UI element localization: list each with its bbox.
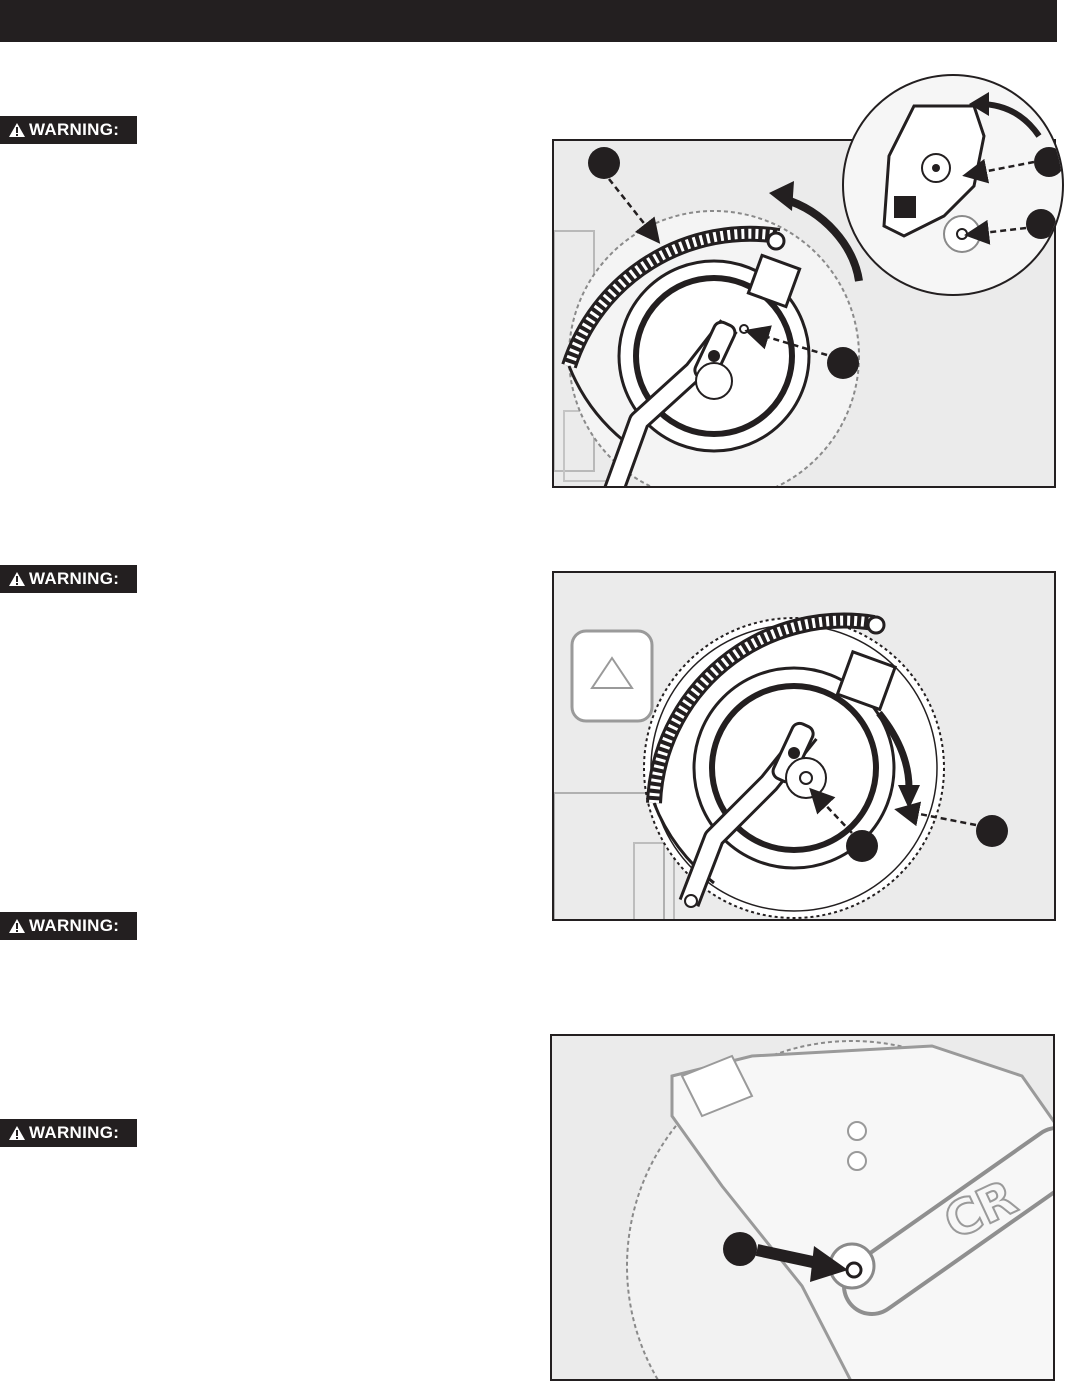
callout-marker [723,1232,757,1266]
arrow-icon [769,181,794,211]
warning-label-1 [0,116,137,144]
saw-blade-illustration [554,573,1056,921]
warning-triangle-icon [8,1125,26,1141]
lock-detail-illustration [844,76,1064,296]
warning-text: WARNING: [29,916,120,935]
callout-marker [1034,147,1064,177]
header-bar [0,0,1057,42]
warning-triangle-icon [8,571,26,587]
saw-blade-illustration [552,1036,1055,1381]
callout-marker [1026,209,1056,239]
figure-detail-inset [842,74,1064,296]
callout-marker [588,147,620,179]
callout-marker [827,347,859,379]
warning-triangle-icon [8,918,26,934]
callout-marker [976,815,1008,847]
warning-text: WARNING: [29,120,120,139]
callout-marker [846,830,878,862]
warning-triangle-icon [8,122,26,138]
warning-text: WARNING: [29,569,120,588]
warning-label-3 [0,912,137,940]
warning-label-2 [0,565,137,593]
warning-text: WARNING: [29,1123,120,1142]
svg-text:CR: CR [935,1169,1026,1251]
warning-label-4 [0,1119,137,1147]
figure-spindle-lock [550,1034,1055,1381]
figure-blade-rotate [552,571,1056,921]
